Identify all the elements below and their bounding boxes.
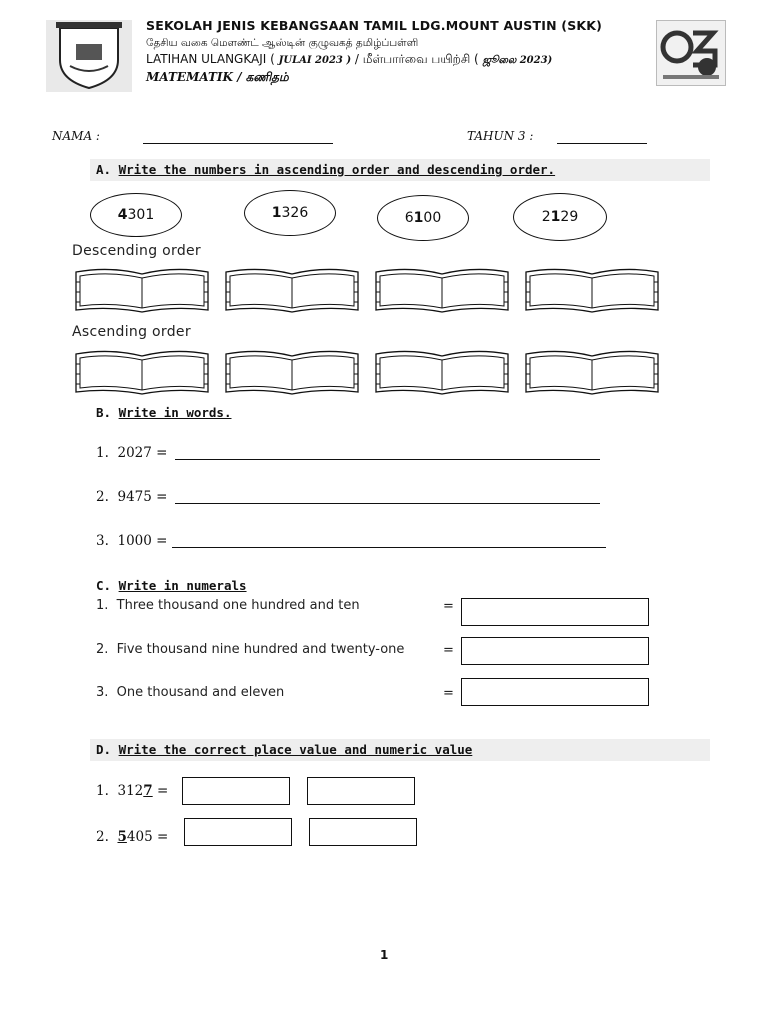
place-value-item-1-num: 1. <box>96 783 109 799</box>
number-3-pre: 6 <box>404 210 414 226</box>
descending-book-box-3[interactable] <box>374 268 510 314</box>
numerals-item-2-text: Five thousand nine hundred and twenty-one <box>116 642 405 657</box>
descending-book-box-4[interactable] <box>524 268 660 314</box>
numerals-item-1-text: Three thousand one hundred and ten <box>116 598 360 613</box>
number-4-rest: 29 <box>560 209 579 225</box>
numerals-answer-box-3[interactable] <box>461 678 649 706</box>
section-d-heading: Write the correct place value and numeric value <box>118 742 473 757</box>
descending-book-box-2[interactable] <box>224 268 360 314</box>
ascending-book-box-4[interactable] <box>524 350 660 396</box>
number-oval-1 <box>90 193 182 237</box>
words-item-1-text: 2027 = <box>117 445 168 461</box>
words-item-2-text: 9475 = <box>117 489 168 505</box>
words-answer-line-2[interactable] <box>175 503 600 504</box>
page-number: 1 <box>380 948 389 962</box>
words-item-1 <box>96 445 167 461</box>
place-value-item-2-post: 405 = <box>126 829 169 845</box>
number-1-rest: 301 <box>127 207 155 223</box>
section-b-heading: Write in words. <box>118 405 232 420</box>
section-d-letter: D. <box>96 742 112 757</box>
school-name: SEKOLAH JENIS KEBANGSAAN TAMIL LDG.MOUNT AUSTIN (SKK) <box>146 18 603 33</box>
exam-title <box>146 52 552 68</box>
descending-book-box-1[interactable] <box>74 268 210 314</box>
numerals-answer-box-2[interactable] <box>461 637 649 665</box>
words-item-3-num: 3. <box>96 533 109 549</box>
place-value-box-2[interactable] <box>184 818 292 846</box>
place-value-item-2 <box>96 829 168 845</box>
exam-tamil-month: ஜூலை 2023) <box>482 55 553 66</box>
exam-month: JULAI 2023 ) <box>278 55 352 66</box>
numerals-item-2-num: 2. <box>96 642 109 657</box>
words-item-2 <box>96 489 167 505</box>
section-a-heading: Write the numbers in ascending order and descending order. <box>118 162 556 177</box>
words-item-1-num: 1. <box>96 445 109 461</box>
number-4-bold: 1 <box>550 209 561 225</box>
place-value-item-1 <box>96 783 168 799</box>
numerals-item-3 <box>96 685 284 700</box>
numerals-item-3-text: One thousand and eleven <box>116 685 285 700</box>
school-crest-logo <box>46 20 132 92</box>
place-value-item-1-pre: 312 <box>117 783 144 799</box>
number-3-bold: 1 <box>413 210 424 226</box>
numerals-answer-box-1[interactable] <box>461 598 649 626</box>
words-answer-line-3[interactable] <box>172 547 606 548</box>
year-field-line[interactable] <box>557 143 647 144</box>
section-a-letter: A. <box>96 162 112 177</box>
numerals-item-3-num: 3. <box>96 685 109 700</box>
number-oval-4 <box>513 193 607 241</box>
words-item-2-num: 2. <box>96 489 109 505</box>
ascending-book-box-1[interactable] <box>74 350 210 396</box>
numerals-eq-3: = <box>443 686 454 701</box>
number-3-rest: 00 <box>423 210 442 226</box>
name-label: NAMA : <box>52 129 100 143</box>
place-value-item-2-num: 2. <box>96 829 109 845</box>
section-c-title <box>96 578 247 593</box>
year-label: TAHUN 3 : <box>467 129 534 143</box>
descending-label: Descending order <box>72 243 201 259</box>
anniversary-logo <box>656 20 726 86</box>
numeric-value-box-1[interactable] <box>307 777 415 805</box>
section-c-letter: C. <box>96 578 112 593</box>
number-oval-3 <box>377 195 469 241</box>
section-b-title <box>96 405 231 420</box>
number-1-bold: 4 <box>117 207 128 223</box>
number-2-rest: 326 <box>281 205 309 221</box>
subject-title: MATEMATIK / கணிதம் <box>146 70 289 84</box>
place-value-box-1[interactable] <box>182 777 290 805</box>
number-4-pre: 2 <box>541 209 551 225</box>
number-oval-2 <box>244 190 336 236</box>
place-value-item-1-post: = <box>152 783 169 799</box>
numerals-item-2 <box>96 642 404 657</box>
numerals-item-1-num: 1. <box>96 598 109 613</box>
numerals-eq-2: = <box>443 643 454 658</box>
numerals-item-1 <box>96 598 360 613</box>
section-a-title <box>96 162 555 177</box>
ascending-book-box-2[interactable] <box>224 350 360 396</box>
exam-prefix: LATIHAN ULANGKAJI ( <box>146 52 275 66</box>
name-field-line[interactable] <box>143 143 333 144</box>
ascending-label: Ascending order <box>72 324 191 340</box>
words-item-3-text: 1000 = <box>117 533 168 549</box>
numerals-eq-1: = <box>443 599 454 614</box>
ascending-book-box-3[interactable] <box>374 350 510 396</box>
school-name-tamil: தேசிய வகை மௌண்ட் ஆஸ்டின் குழுவகத் தமிழ்ப்பள்ளி <box>146 37 419 49</box>
place-value-item-2-digit: 5 <box>117 829 127 845</box>
number-2-bold: 1 <box>271 205 282 221</box>
words-item-3 <box>96 533 167 549</box>
section-b-letter: B. <box>96 405 112 420</box>
section-d-title <box>96 742 472 757</box>
numeric-value-box-2[interactable] <box>309 818 417 846</box>
section-c-heading: Write in numerals <box>118 578 247 593</box>
words-answer-line-1[interactable] <box>175 459 600 460</box>
exam-tamil: / மீள்பார்வை பயிற்சி ( <box>354 52 479 66</box>
place-value-item-1-digit: 7 <box>143 783 153 799</box>
